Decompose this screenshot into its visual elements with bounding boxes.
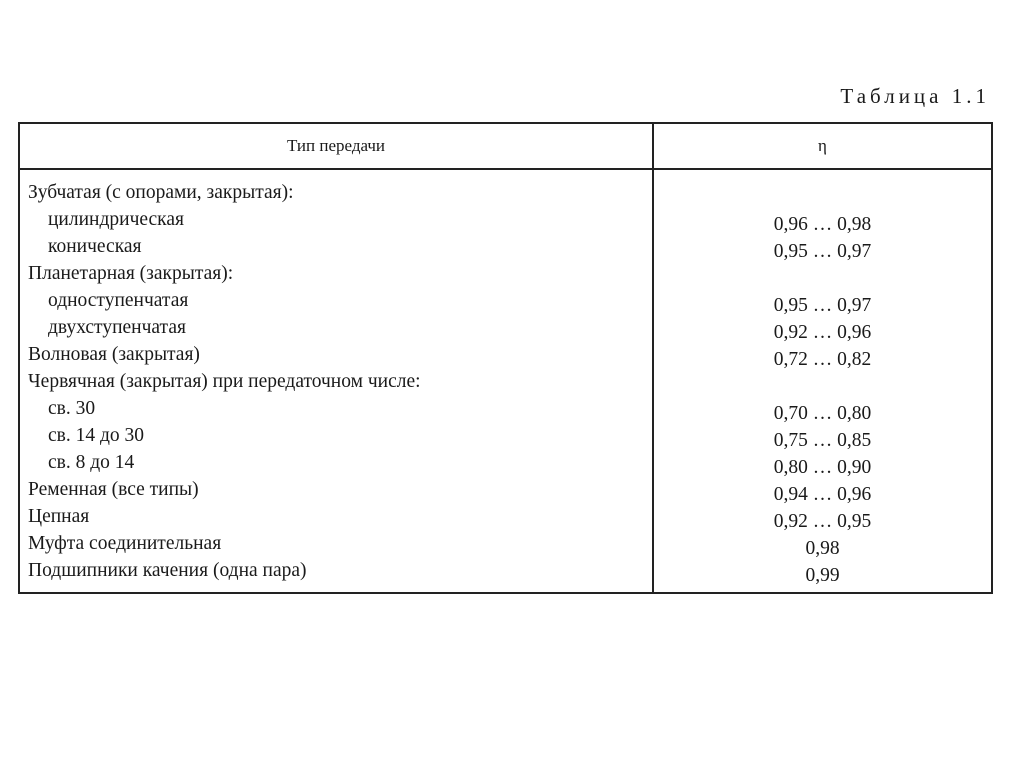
table-row: [20, 179, 991, 206]
row-label: цилиндрическая: [48, 209, 184, 230]
row-label: Планетарная (закрытая):: [28, 263, 234, 284]
row-label: Цепная: [28, 506, 90, 527]
row-label: коническая: [48, 236, 142, 257]
row-label: Подшипники качения (одна пара): [28, 560, 307, 581]
row-value: 0,98: [805, 538, 840, 559]
row-value: 0,95 … 0,97: [773, 295, 872, 316]
table-row: [20, 260, 991, 287]
table-row: [20, 476, 991, 503]
table-body: [20, 179, 991, 584]
row-value: 0,99: [805, 565, 840, 586]
row-label: Ременная (все типы): [28, 479, 199, 500]
table-row: [20, 287, 991, 314]
row-value: 0,96 … 0,98: [773, 214, 872, 235]
header-divider: [20, 168, 991, 170]
table-row: [20, 314, 991, 341]
row-value: 0,92 … 0,95: [773, 511, 872, 532]
row-value: 0,94 … 0,96: [773, 484, 872, 505]
row-value: 0,80 … 0,90: [773, 457, 872, 478]
table-row: [20, 395, 991, 422]
table-row: [20, 503, 991, 530]
table-row: [20, 449, 991, 476]
table-row: [20, 368, 991, 395]
row-label: Червячная (закрытая) при передаточном числе:: [28, 371, 421, 392]
row-label: Волновая (закрытая): [28, 344, 200, 365]
row-value: 0,75 … 0,85: [773, 430, 872, 451]
table-row: [20, 530, 991, 557]
table-row: [20, 557, 991, 584]
table-caption: Таблица 1.1: [840, 84, 990, 108]
efficiency-table: [18, 122, 993, 594]
row-value: 0,70 … 0,80: [773, 403, 872, 424]
row-label: двухступенчатая: [48, 317, 186, 338]
table-row: [20, 422, 991, 449]
table-row: [20, 206, 991, 233]
row-value: 0,95 … 0,97: [773, 241, 872, 262]
header-transmission-type: Тип передачи: [286, 136, 386, 155]
table-row: [20, 233, 991, 260]
row-label: св. 14 до 30: [48, 425, 145, 446]
row-label: св. 30: [48, 398, 96, 419]
row-label: Муфта соединительная: [28, 533, 222, 554]
row-label: св. 8 до 14: [48, 452, 135, 473]
row-value: 0,72 … 0,82: [773, 349, 872, 370]
table-row: [20, 341, 991, 368]
header-efficiency: η: [818, 136, 827, 155]
row-label: Зубчатая (с опорами, закрытая):: [28, 182, 294, 203]
row-value: 0,92 … 0,96: [773, 322, 872, 343]
row-label: одноступенчатая: [48, 290, 189, 311]
